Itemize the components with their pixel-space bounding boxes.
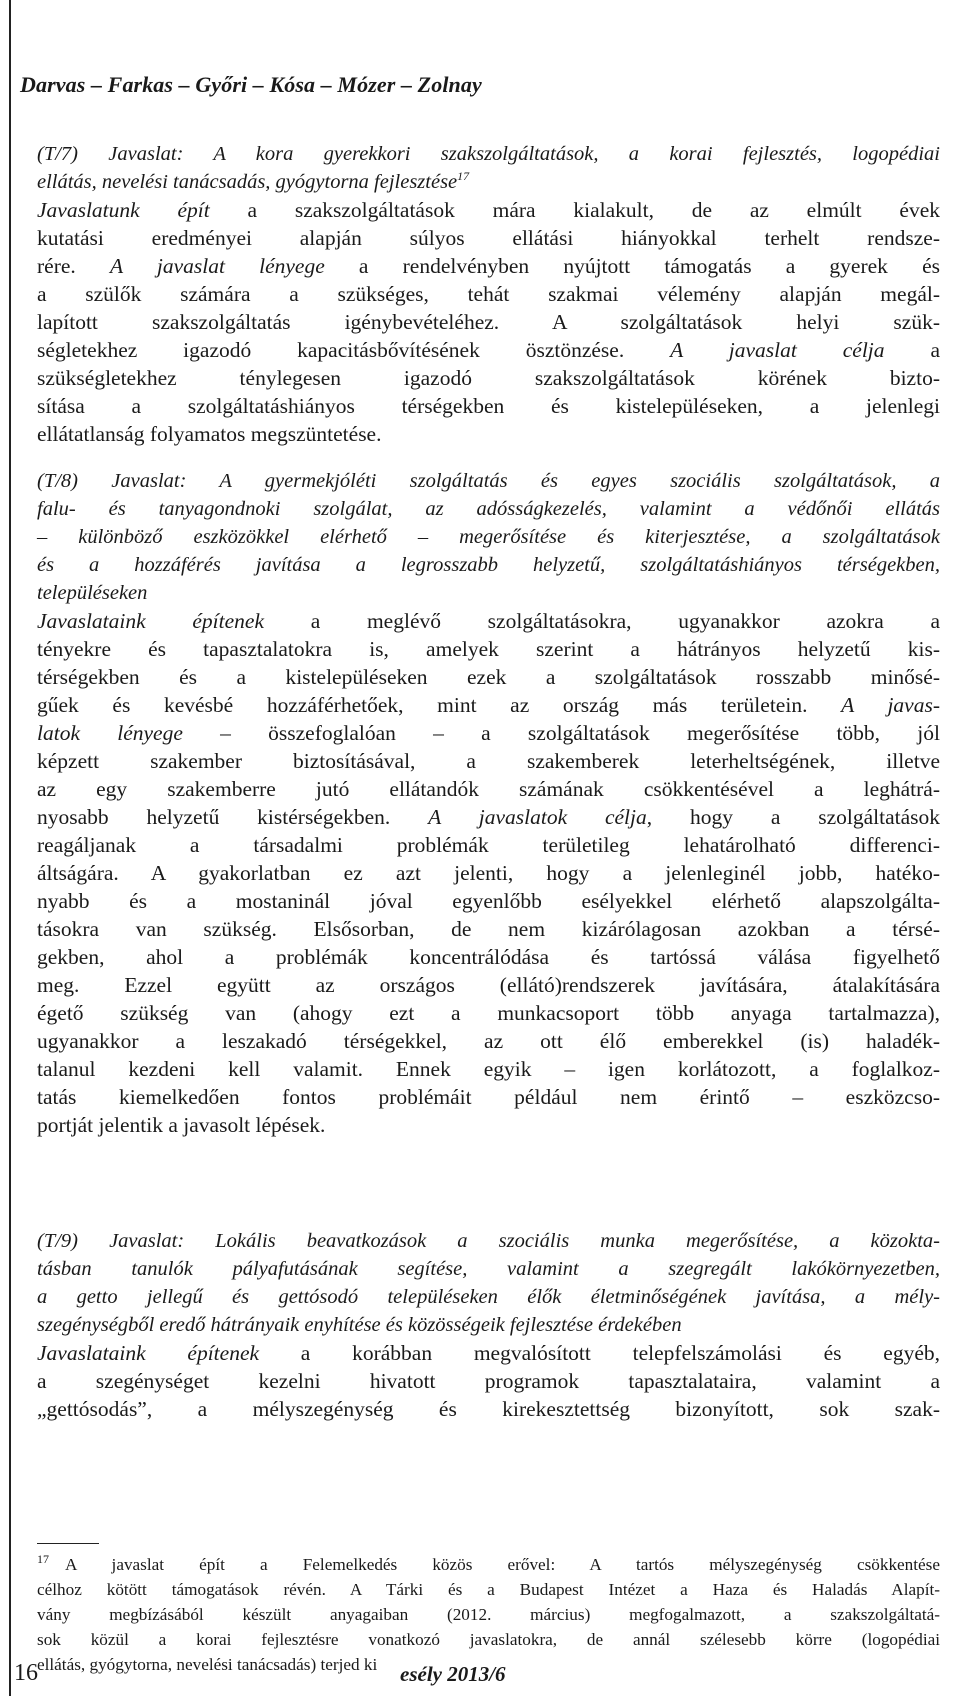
t9-line: „gettósodás”, a mélyszegénység és kirekesztettség bizonyított, sok szak- xyxy=(37,1397,940,1421)
t8-line: tényekre és tapasztalatokra is, amelyek szerint a hátrányos helyzetű kis- xyxy=(37,637,940,661)
t9-heading-line: a getto jellegű és gettósodó településeken élők életminőségének javítása, a mély- xyxy=(37,1286,940,1308)
t8-paragraph xyxy=(37,607,940,1139)
t9-heading-line: szegénységből eredő hátrányaik enyhítése és közösségeik fejlesztése érdekében xyxy=(37,1314,682,1336)
footnote-line: vány megbízásából készült anyagaiban (2012. március) megfogalmazott, a szakszolgáltatá- xyxy=(37,1605,940,1624)
footnote-number: 17 xyxy=(37,1552,49,1567)
page-number: 16 xyxy=(14,1660,38,1686)
t8-line: latok lényege – összefoglalóan – a szolgáltatások megerősítése több, jól xyxy=(37,721,940,745)
footnote-line: sok közül a korai fejlesztésre vonatkozó javaslatokra, de annál szélesebb körre (logopédiai xyxy=(37,1630,940,1649)
t9-heading xyxy=(37,1227,940,1339)
t8-line: tásokra van szükség. Elsősorban, de nem kizárólagosan azokban a térsé- xyxy=(37,917,940,941)
t7-line: sítása a szolgáltatáshiányos térségekben és kistelepüléseken, a jelenlegi xyxy=(37,394,940,418)
footnote-ref-17: 17 xyxy=(457,169,470,184)
section-t7 xyxy=(37,140,940,448)
footnote-17 xyxy=(37,1552,940,1677)
t8-heading-line: (T/8) Javaslat: A gyermekjóléti szolgáltatás és egyes szociális szolgáltatások, a xyxy=(37,470,940,492)
t8-line: képzett szakember biztosításával, a szakemberek leterheltségének, illetve xyxy=(37,749,940,773)
t8-line: talanul kezdeni kell valamit. Ennek egyik – igen korlátozott, a foglalkoz- xyxy=(37,1057,940,1081)
margin-rule xyxy=(9,0,11,1696)
running-head-authors: Darvas – Farkas – Győri – Kósa – Mózer – Zolnay xyxy=(20,72,482,97)
t7-heading xyxy=(37,140,940,196)
footnote-line: $^{17}$ A javaslat épít a Felemelkedés közös erővel: A tartós mélyszegénység csökkentése xyxy=(37,1552,940,1574)
t7-line: szükségletekhez ténylegesen igazodó szakszolgáltatások körének bizto- xyxy=(37,366,940,390)
t8-line: gekben, ahol a problémák koncentrálódása és tartóssá válása figyelhető xyxy=(37,945,940,969)
t9-heading-line: tásban tanulók pályafutásának segítése, valamint a szegregált lakókörnyezetben, xyxy=(37,1258,940,1280)
t8-line: Javaslataink építenek a meglévő szolgáltatásokra, ugyanakkor azokra a xyxy=(37,609,940,633)
footnote-line: ellátás, gyógytorna, nevelési tanácsadás) terjed ki xyxy=(37,1655,378,1674)
t8-line: áltságára. A gyakorlatban ez azt jelenti, hogy a jelenleginél jobb, hatéko- xyxy=(37,861,940,885)
t8-line: térségekben és a kistelepüléseken ezek a szolgáltatások rosszabb minősé- xyxy=(37,665,940,689)
t8-line: reagáljanak a társadalmi problémák területileg lehatárolható differenci- xyxy=(37,833,940,857)
t8-line: meg. Ezzel együtt az országos (ellátó)rendszerek javítására, átalakítására xyxy=(37,973,940,997)
t8-heading-line: falu- és tanyagondnoki szolgálat, az adósságkezelés, valamint a védőnői ellátás xyxy=(37,498,940,520)
t7-heading-line: (T/7) Javaslat: A kora gyerekkori szakszolgáltatások, a korai fejlesztés, logopédiai xyxy=(37,143,940,165)
t8-heading xyxy=(37,467,940,607)
t7-line: kutatási eredményei alapján súlyos ellátási hiányokkal terhelt rendsze- xyxy=(37,226,940,250)
section-t8 xyxy=(37,467,940,1139)
t8-heading-line: – különböző eszközökkel elérhető – megerősítése és kiterjesztése, a szolgáltatások xyxy=(37,526,940,548)
t8-line: portját jelentik a javasolt lépések. xyxy=(37,1113,326,1137)
t8-line: ugyanakkor a leszakadó térségekkel, az ott élő emberekkel (is) haladék- xyxy=(37,1029,940,1053)
t8-line: gűek és kevésbé hozzáférhetőek, mint az ország más területein. A javas- xyxy=(37,693,940,717)
t8-line: égető szükség van (ahogy ezt a munkacsoport több anyaga tartalmazza), xyxy=(37,1001,940,1025)
footnote-line: célhoz kötött támogatások révén. A Tárki és a Budapest Intézet a Haza és Haladás Alapít- xyxy=(37,1580,940,1599)
t8-heading-line: településeken xyxy=(37,582,148,604)
t8-line: nyabb és a mostaninál jóval egyenlőbb esélyekkel elérhető alapszolgálta- xyxy=(37,889,940,913)
t7-line: ellátatlanság folyamatos megszüntetése. xyxy=(37,422,382,446)
t8-line: nyosabb helyzetű kistérségekben. A javaslatok célja, hogy a szolgáltatások xyxy=(37,805,940,829)
t8-line: az egy szakemberre jutó ellátandók számának csökkentésével a leghátrá- xyxy=(37,777,940,801)
t9-heading-line: (T/9) Javaslat: Lokális beavatkozások a szociális munka megerősítése, a közokta- xyxy=(37,1230,940,1252)
section-t9 xyxy=(37,1227,940,1423)
t8-line: tatás kiemelkedően fontos problémáit például nem érintő – eszközcso- xyxy=(37,1085,940,1109)
t7-line: ségletekhez igazodó kapacitásbővítésének ösztönzése. A javaslat célja a xyxy=(37,338,940,362)
t7-line: lapított szakszolgáltatás igénybevételéhez. A szolgáltatások helyi szük- xyxy=(37,310,940,334)
t7-line: a szülők számára a szükséges, tehát szakmai vélemény alapján megál- xyxy=(37,282,940,306)
t9-paragraph xyxy=(37,1339,940,1423)
journal-issue: esély 2013/6 xyxy=(400,1662,506,1686)
t7-line: Javaslatunk épít a szakszolgáltatások mára kialakult, de az elmúlt évek xyxy=(37,198,940,222)
t9-line: a szegénységet kezelni hivatott programok tapasztalataira, valamint a xyxy=(37,1369,940,1393)
t7-heading-line: ellátás, nevelési tanácsadás, gyógytorna fejlesztése$^{17}$ xyxy=(37,169,470,193)
footnote-rule xyxy=(37,1543,99,1544)
t7-paragraph xyxy=(37,196,940,448)
t7-line: rére. A javaslat lényege a rendelvényben nyújtott támogatás a gyerek és xyxy=(37,254,941,278)
t8-heading-line: és a hozzáférés javítása a legrosszabb helyzetű, szolgáltatáshiányos térségekben, xyxy=(37,554,940,576)
t9-line: Javaslataink építenek a korábban megvalósított telepfelszámolási és egyéb, xyxy=(37,1341,940,1365)
